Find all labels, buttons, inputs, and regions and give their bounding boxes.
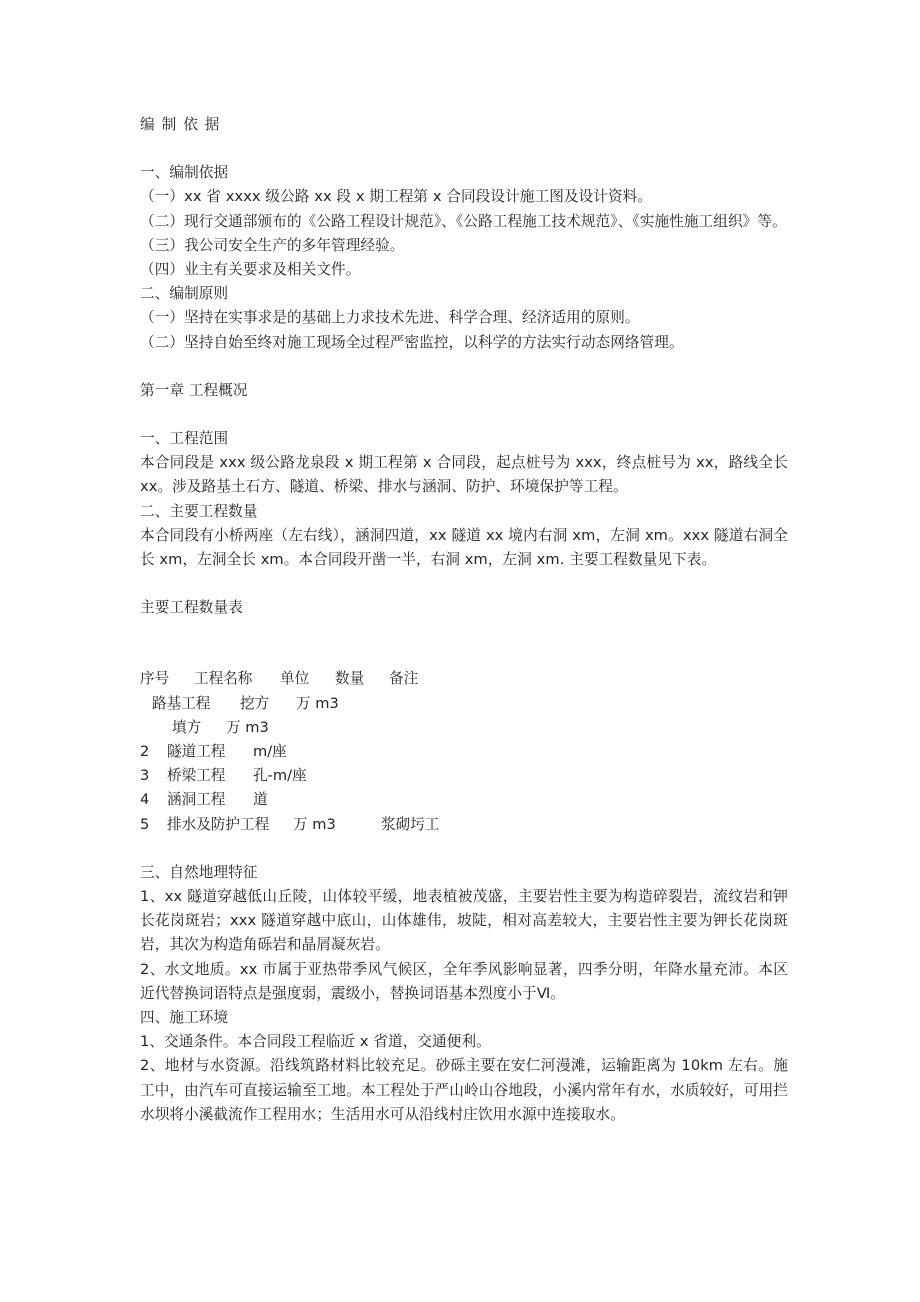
table-cell-sub: 挖方 [240,694,270,712]
table-cell-note: 浆砌圬工 [381,815,440,833]
principles-heading: 二、编制原则 [140,285,229,303]
table-header-cell: 备注 [389,670,419,688]
env-item: 2、地材与水资源。沿线筑路材料比较充足。砂砾主要在安仁河漫滩，运输距离为 10km 左右。施工中，由汽车可直接运输至工地。本工程处于严山岭山谷地段，小溪内常年有水，水质较好，可用拦水坝将小溪截流作工程用水；生活用水可从沿线村庄饮用水源中连接取水。 [140,1057,788,1123]
table-cell-unit: 万 m3 [226,718,269,736]
quantities-heading: 二、主要工程数量 [140,502,258,520]
table-header-cell: 工程名称 [194,670,253,688]
scope-text: 本合同段是 xxx 级公路龙泉段 x 期工程第 x 合同段，起点桩号为 xxx，终点桩号为 xx，路线全长 xx。涉及路基土石方、隧道、桥梁、排水与涵洞、防护、环境保护等工程。 [140,454,788,496]
table-cell-no: 4 [140,791,150,809]
table-cell-unit: 万 m3 [293,815,336,833]
env-item: 1、交通条件。本合同段工程临近 x 省道，交通便利。 [140,1033,491,1051]
table-cell-name: 桥梁工程 [167,767,226,785]
principles-item: （二）坚持自始至终对施工现场全过程严密监控，以科学的方法实行动态网络管理。 [140,333,684,351]
table-cell-unit: 道 [253,791,268,809]
table-row [140,813,788,837]
geo-item: 1、xx 隧道穿越低山丘陵，山体较平缓，地表植被茂盛，主要岩性主要为构造碎裂岩，流纹岩和钾长花岗斑岩；xxx 隧道穿越中底山，山体雄伟，坡陡，相对高差较大，主要岩性主要为钾长花岗斑岩，其次为构造角砾岩和晶屑凝灰岩。 [140,887,788,954]
document-title: 编制依据 [140,116,227,133]
document-body [140,113,788,1127]
table-cell-unit: 万 m3 [296,694,339,712]
table-cell-name: 路基工程 [152,694,211,712]
basis-item: （二）现行交通部颁布的《公路工程设计规范》、《公路工程施工技术规范》、《实施性施工组织》等。 [140,212,787,230]
table-cell-no: 2 [140,743,150,761]
geo-item: 2、水文地质。xx 市属于亚热带季风气候区，全年季风影响显著，四季分明，年降水量充沛。本区近代替换词语特点是强度弱，震级小，替换词语基本烈度小于Ⅵ。 [140,960,788,1002]
table-cell-sub: 填方 [172,718,202,736]
table-cell-name: 涵洞工程 [167,791,226,809]
quantities-text: 本合同段有小桥两座（左右线），涵洞四道，xx 隧道 xx 境内右洞 xm，左洞 xm。xxx 隧道右洞全长 xm，左洞全长 xm。本合同段开凿一半，右洞 xm，左洞 xm. 主要工程数量见下表。 [140,526,788,569]
table-row [140,692,788,716]
table-header-cell: 单位 [280,670,310,688]
table-title: 主要工程数量表 [140,599,243,617]
chapter-title: 第一章 工程概况 [140,381,248,399]
basis-item: （三）我公司安全生产的多年管理经验。 [140,236,405,254]
basis-item: （一）xx 省 xxxx 级公路 xx 段 x 期工程第 x 合同段设计施工图及设计资料。 [140,188,653,206]
table-header-cell: 序号 [140,670,170,688]
table-cell-unit: m/座 [253,743,287,761]
table-cell-name: 隧道工程 [167,743,226,761]
table-cell-no: 5 [140,815,150,833]
table-row [140,764,788,788]
table-cell-unit: 孔-m/座 [253,767,307,785]
table-cell-no: 3 [140,767,150,785]
geo-heading: 三、自然地理特征 [140,863,258,881]
table-header-cell: 数量 [335,670,365,688]
table-row [140,716,788,740]
table-header-row [140,667,788,691]
scope-heading: 一、工程范围 [140,430,229,448]
table-cell-name: 排水及防护工程 [167,815,270,833]
table-row [140,788,788,812]
basis-item: （四）业主有关要求及相关文件。 [140,261,361,279]
basis-heading: 一、编制依据 [140,164,229,182]
table-row [140,740,788,764]
principles-item: （一）坚持在实事求是的基础上力求技术先进、科学合理、经济适用的原则。 [140,309,640,327]
env-heading: 四、施工环境 [140,1008,229,1026]
